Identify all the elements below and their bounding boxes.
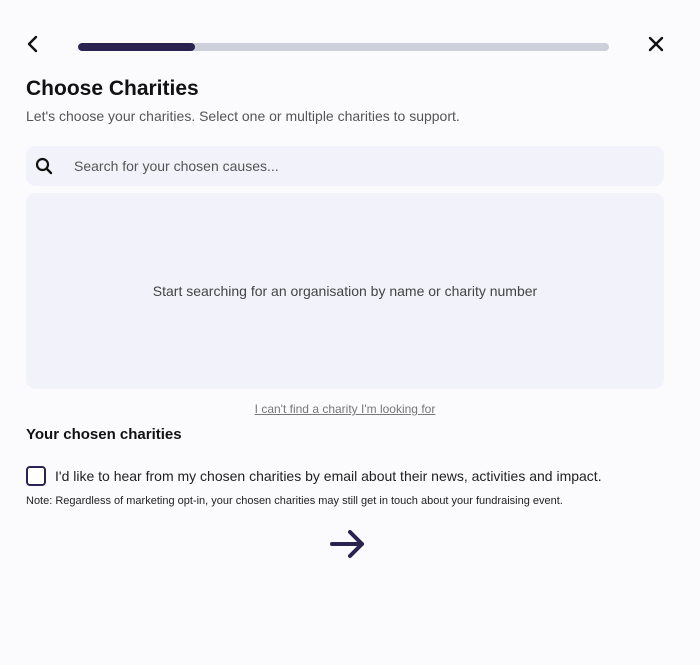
marketing-note: Note: Regardless of marketing opt-in, your chosen charities may still get in touch about your fundraising event. [26, 495, 563, 507]
arrow-right-icon [329, 528, 367, 560]
empty-results-message: Start searching for an organisation by name or charity number [152, 283, 538, 299]
back-button[interactable] [22, 33, 44, 55]
progress-bar [78, 43, 609, 51]
cant-find-charity-link[interactable]: I can't find a charity I'm looking for [254, 402, 436, 416]
progress-bar-fill [78, 43, 195, 51]
close-icon [648, 36, 664, 52]
email-optin-checkbox[interactable] [26, 466, 46, 486]
search-input[interactable] [74, 146, 654, 186]
close-button[interactable] [645, 33, 667, 55]
next-button[interactable] [328, 526, 368, 562]
search-results-panel [26, 193, 664, 389]
email-optin-row [26, 466, 602, 486]
page-subtitle: Let's choose your charities. Select one or multiple charities to support. [26, 108, 460, 124]
search-icon [35, 157, 53, 175]
email-optin-label[interactable]: I'd like to hear from my chosen charities by email about their news, activities and impact. [55, 468, 602, 484]
chevron-left-icon [26, 35, 40, 53]
search-box [26, 146, 664, 186]
chosen-charities-heading: Your chosen charities [26, 426, 182, 443]
page-title: Choose Charities [26, 77, 199, 100]
